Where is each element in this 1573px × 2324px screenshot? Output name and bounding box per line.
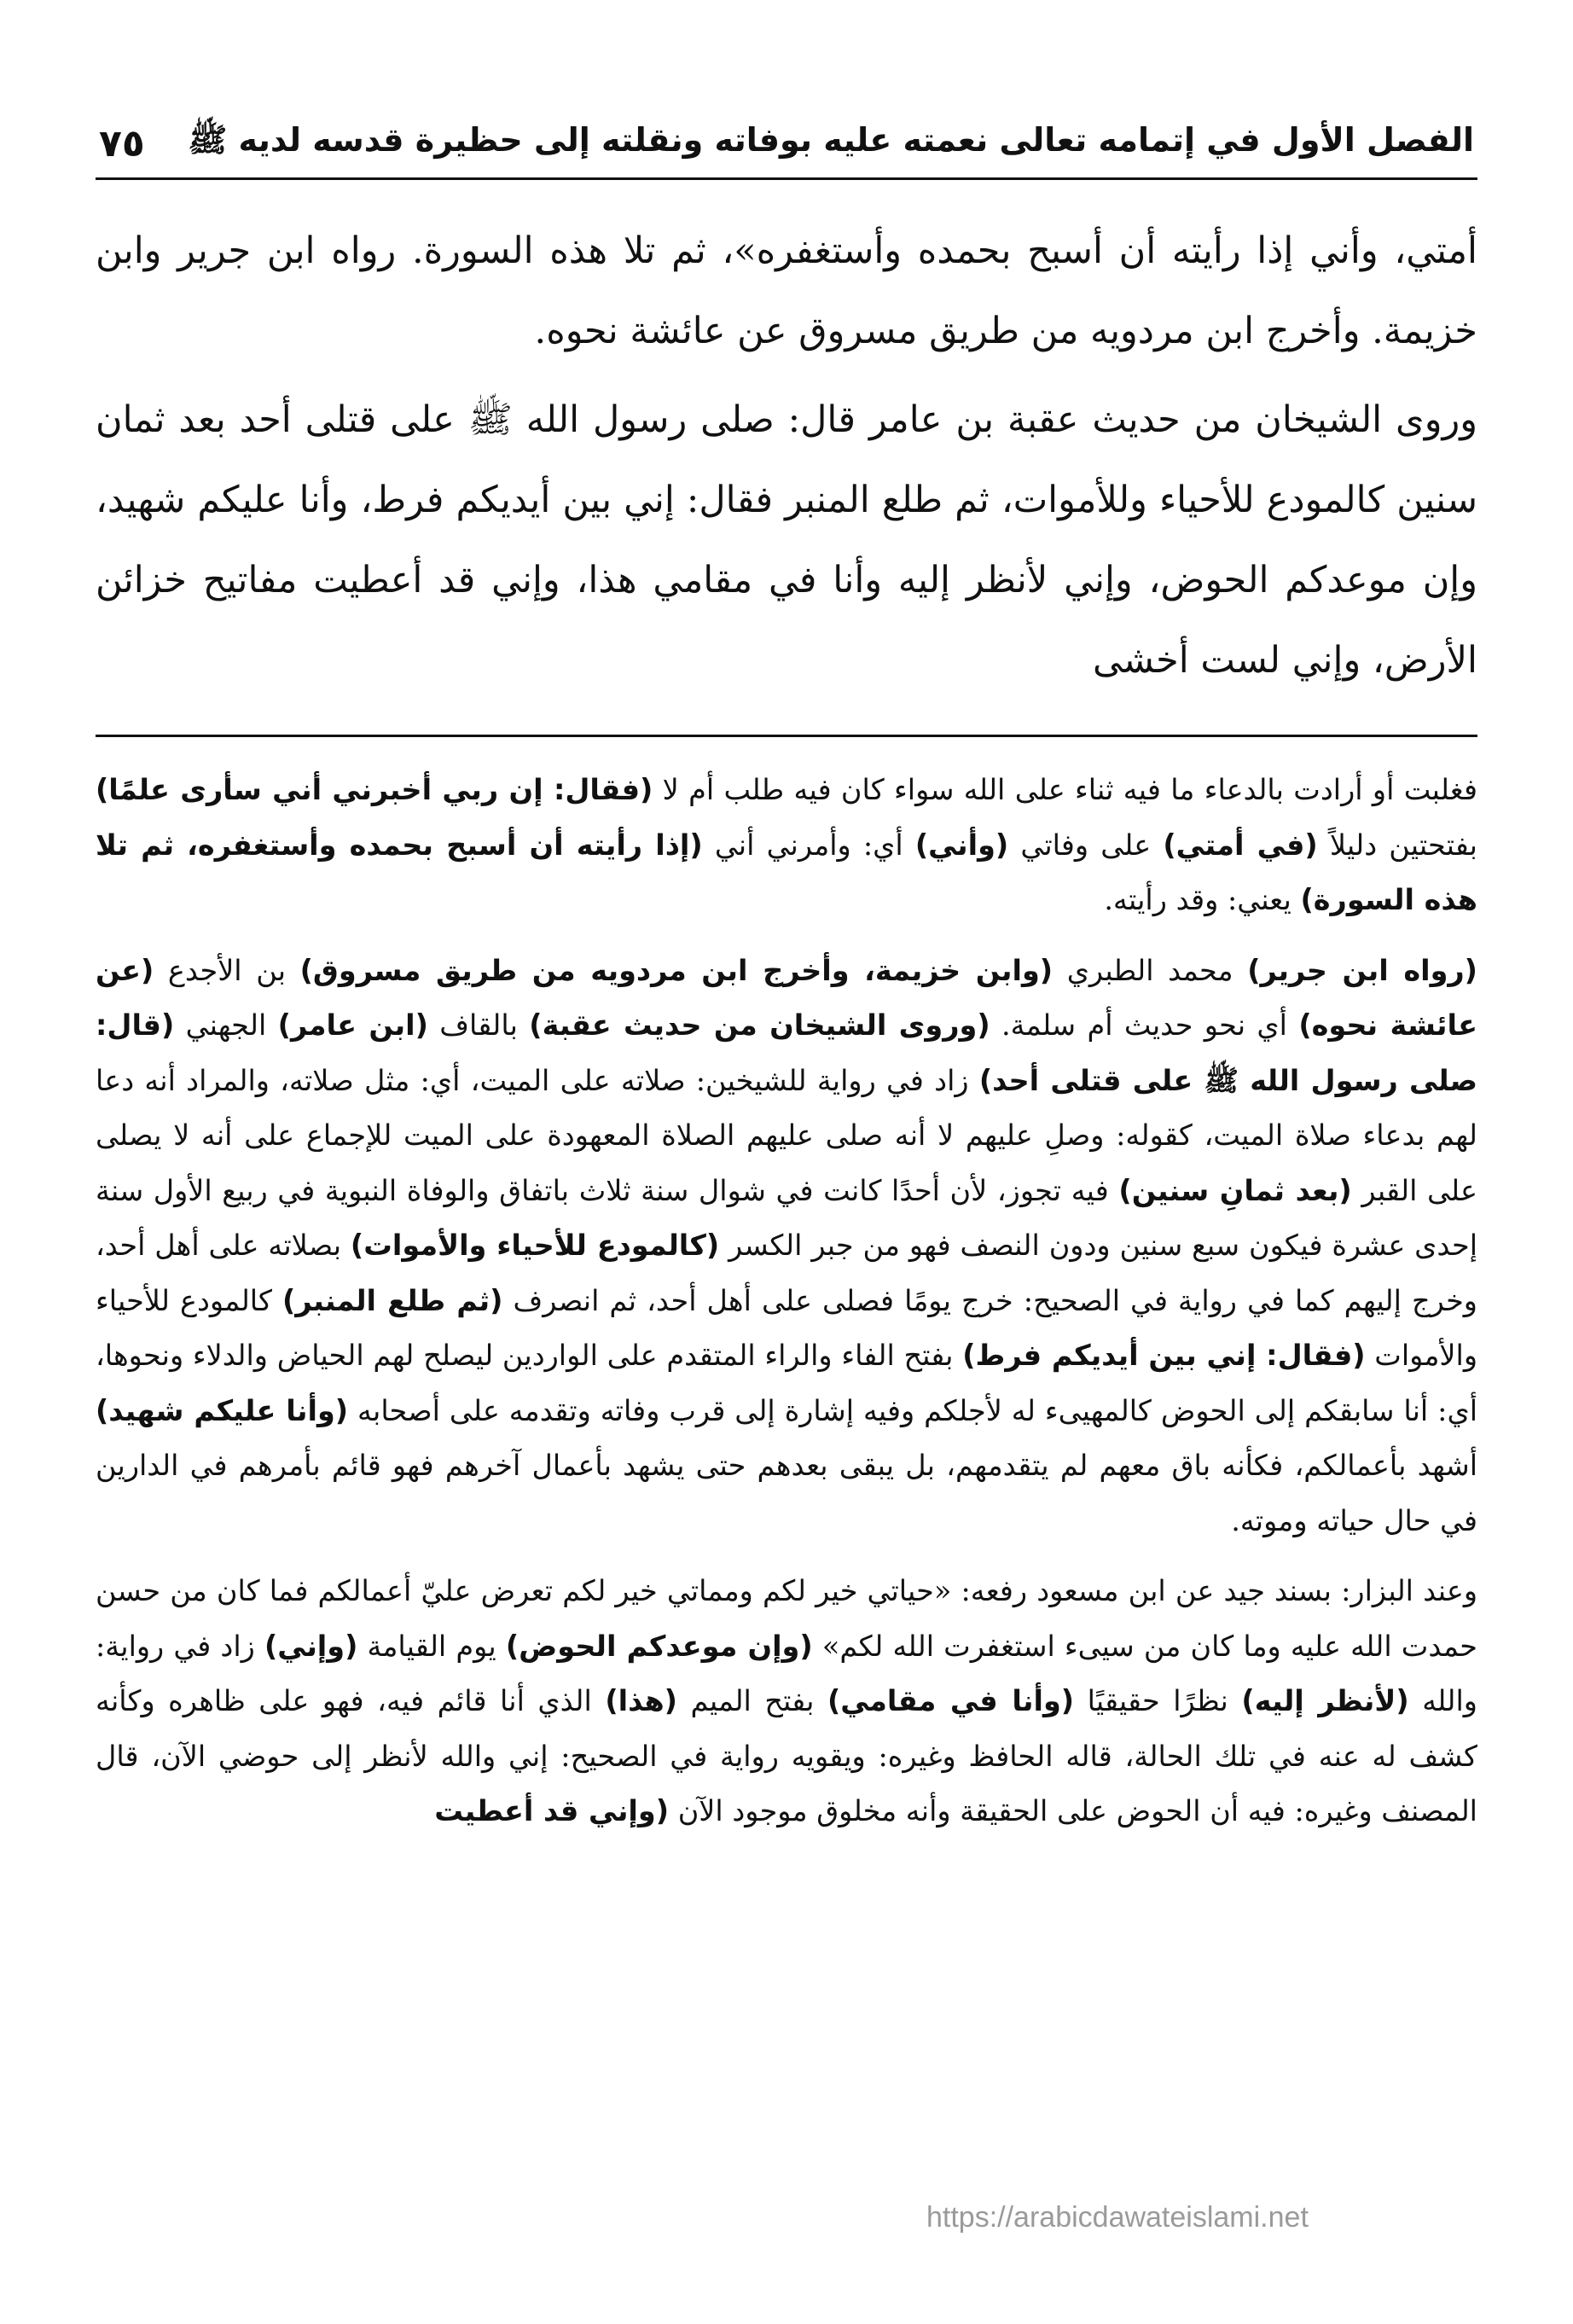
commentary-text: يوم القيامة [357,1629,506,1663]
page-number: ٧٥ [99,121,145,166]
commentary-text: أي نحو حديث أم سلمة. [990,1008,1299,1042]
quoted-phrase: (لأنظر إليه) [1241,1684,1409,1717]
commentary-paragraph [96,944,1477,1549]
quoted-phrase: (إذا رأيته أن أسبح بحمده وأستغفره، ثم تلا هذه السورة) [96,828,1477,916]
commentary-text: بفتح الميم [677,1684,827,1717]
main-text-paragraph: أمتي، وأني إذا رأيته أن أسبح بحمده وأستغفره»، ثم تلا هذه السورة. رواه ابن جرير وابن خزيمة. وأخرج ابن مردويه من طريق مسروق عن عائشة نحوه. [96,229,1477,352]
quoted-phrase: (ثم طلع المنبر) [282,1283,503,1317]
quoted-phrase: (وإني) [264,1629,358,1663]
quoted-phrase: (وأني) [914,828,1009,862]
quoted-phrase: (فقال: إني بين أيديكم فرط) [962,1339,1366,1372]
watermark-url: https://arabicdawateislami.net [926,2201,1309,2234]
commentary-text: كالمودع للأحياء والأموات [96,1283,1477,1372]
commentary-text: نظرًا حقيقيًا [1074,1684,1242,1717]
commentary-text: بصلاته على أهل أحد، وخرج إليهم كما في رواية في الصحيح: خرج يومًا فصلى على أهل أحد، ثم انصرف [96,1229,1477,1317]
commentary-text: زاد في رواية: والله [96,1629,1477,1717]
quoted-phrase: (ابن عامر) [277,1008,428,1042]
quoted-phrase: (بعد ثمانِ سنين) [1118,1173,1352,1207]
commentary-text: بالقاف [427,1008,530,1042]
quoted-phrase: (وإني قد أعطيت [434,1794,670,1827]
main-text [96,211,1477,700]
commentary-text: فيه تجوز، لأن أحدًا كانت في شوال سنة ثلاث باتفاق والوفاة النبوية في ربيع الأول سنة إحدى عشرة فيكون سبع سنين ودون النصف فهو من جبر الكسر [96,1173,1478,1262]
main-text-paragraph: وروى الشيخان من حديث عقبة بن عامر قال: صلى رسول الله ﷺ على قتلى أحد بعد ثمان سنين كالمودع للأحياء وللأموات، ثم طلع المنبر فقال: إني بين أيديكم فرط، وأنا عليكم شهيد، وإن موعدكم الحوض، وإني لأنظر إليه وأنا في مقامي هذا، وإني قد أعطيت مفاتيح خزائن الأرض، وإني لست أخشى [96,398,1477,682]
running-header [96,109,1477,180]
commentary-text: يعني: وقد رأيته. [1104,883,1301,916]
quoted-phrase: (كالمودع للأحياء والأموات) [350,1229,720,1262]
commentary [96,763,1477,1839]
separator-line [96,735,1477,737]
commentary-paragraph [96,1564,1477,1839]
book-page [96,109,1477,2293]
quoted-phrase: (وأنا في مقامي) [827,1684,1075,1717]
commentary-text: محمد الطبري [1053,953,1248,987]
quoted-phrase: (في أمتي) [1163,828,1318,862]
commentary-text: وعند البزار: بسند جيد عن ابن مسعود رفعه: «حياتي خير لكم ومماتي خير لكم تعرض عليّ أعمالكم فما كان من حسن حمدت الله عليه وما كان من سيىء استغفرت الله لكم» [96,1574,1477,1663]
commentary-text: زاد في رواية للشيخين: صلاته على الميت، أي: مثل صلاته، والمراد أنه دعا لهم بدعاء صلاة الميت، كقوله: وصلِ عليهم لا أنه صلى عليهم الصلاة المعهودة على الميت للإجماع على أنه لا يصلى على القبر [96,1063,1478,1207]
quoted-phrase: (وأنا عليكم شهيد) [96,1393,349,1427]
quoted-phrase: (وابن خزيمة، وأخرج ابن مردويه من طريق مسروق) [299,953,1054,987]
quoted-phrase: (هذا) [605,1684,677,1717]
quoted-phrase: (وروى الشيخان من حديث عقبة) [529,1008,990,1042]
commentary-text: أشهد بأعمالكم، فكأنه باق معهم لم يتقدمهم، بل يبقى بعدهم حتى يشهد بأعمال آخرهم فهو قائم بأمرهم في الدارين في حال حياته وموته. [96,1449,1477,1537]
quoted-phrase: (رواه ابن جرير) [1247,953,1477,987]
commentary-text: بفتح الفاء والراء المتقدم على الواردين ليصلح لهم الحياض والدلاء ونحوها، أي: أنا سابقكم إلى الحوض كالمهيىء له لأجلكم وفيه إشارة إلى قرب وفاته وتقدمه على أصحابه [96,1339,1477,1427]
quoted-phrase: (قال: صلى رسول الله ﷺ على قتلى أحد) [96,1008,1477,1097]
commentary-text: بفتحتين دليلاً [1317,828,1477,862]
commentary-text: الجهني [174,1008,278,1042]
commentary-text: فغلبت أو أرادت بالدعاء ما فيه ثناء على الله سواء كان فيه طلب أم لا [653,773,1477,806]
quoted-phrase: (وإن موعدكم الحوض) [505,1629,813,1663]
commentary-text: الذي أنا قائم فيه، فهو على ظاهره وكأنه كشف له عنه في تلك الحالة، قاله الحافظ وغيره: ويقويه رواية في الصحيح: إني والله لأنظر إلى حوضي الآن، قال المصنف وغيره: فيه أن الحوض على الحقيقة وأنه مخلوق موجود الآن [96,1684,1477,1827]
commentary-paragraph [96,763,1477,928]
commentary-text: بن الأجدع [154,953,300,987]
chapter-title: الفصل الأول في إتمامه تعالى نعمته عليه بوفاته ونقلته إلى حظيرة قدسه لديه ﷺ [188,120,1474,159]
quoted-phrase: (فقال: إن ربي أخبرني أني سأرى علمًا) [96,773,653,806]
quoted-phrase: (عن عائشة نحوه) [96,953,1477,1042]
commentary-text: أي: وأمرني أني [702,828,915,862]
commentary-text: على وفاتي [1008,828,1164,862]
